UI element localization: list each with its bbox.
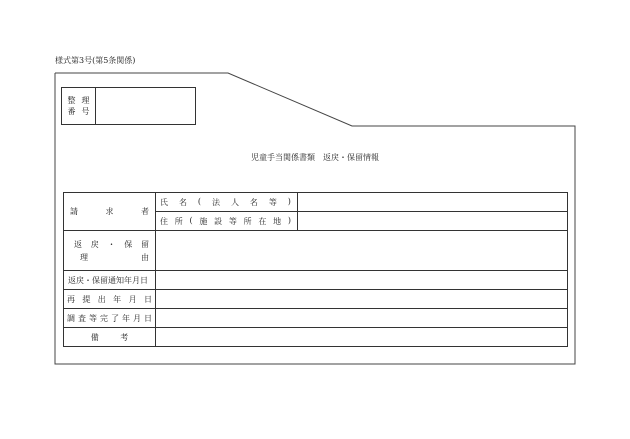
label-char: 理 [80, 252, 88, 262]
label-char: 所 [243, 216, 252, 226]
reason-label-line2 [64, 251, 155, 264]
name-label [156, 197, 297, 208]
label-char: 調 [67, 313, 75, 323]
remarks-label-cell [64, 328, 156, 347]
label-char: 等 [268, 197, 277, 207]
return-hold-info-table [63, 192, 568, 347]
investigation-date-label-cell [64, 309, 156, 328]
label-char: 提 [82, 294, 91, 304]
investigation-date-label [64, 313, 155, 324]
reference-number-field[interactable] [96, 88, 195, 124]
address-label [156, 216, 297, 227]
label-char: 保 [124, 239, 133, 249]
name-label-cell [156, 193, 298, 212]
label-char: 再 [67, 294, 75, 304]
document-title: 児童手当関係書類 返戻・保留情報 [251, 153, 379, 162]
label-char: 氏 [160, 197, 168, 207]
reason-field[interactable] [156, 231, 568, 271]
label-char: 法 [211, 197, 220, 207]
table-row-remarks [64, 328, 568, 347]
label-char: 請 [70, 207, 78, 216]
resubmission-date-label-cell [64, 290, 156, 309]
table-row-notice-date [64, 271, 568, 290]
resubmission-date-field[interactable] [156, 290, 568, 309]
reference-number-label-line1: 整理 [67, 96, 96, 105]
applicant-label [64, 206, 155, 217]
remarks-label [64, 332, 155, 343]
label-char: ) [287, 196, 291, 206]
label-char: 名 [249, 197, 258, 207]
reason-label-cell [64, 231, 156, 271]
table-row-investigation-date [64, 309, 568, 328]
table-row-name [64, 193, 568, 212]
address-field[interactable] [298, 212, 568, 231]
label-char: 年 [113, 294, 122, 304]
label-char: 考 [120, 332, 129, 342]
label-char: 名 [178, 197, 187, 207]
label-char: 年 [122, 313, 130, 323]
label-char: 日 [144, 313, 152, 323]
label-char: 施 [199, 216, 208, 226]
label-char: ( [197, 196, 202, 206]
label-char: 地 [273, 216, 282, 226]
label-char: 査 [78, 313, 86, 323]
label-char: 返 [74, 239, 82, 249]
label-char: 月 [133, 313, 141, 323]
remarks-field[interactable] [156, 328, 568, 347]
label-char: 月 [128, 294, 137, 304]
address-label-cell [156, 212, 298, 231]
notice-date-label: 返戻・保留通知年月日 [68, 275, 148, 285]
reference-number-label [62, 88, 96, 124]
reason-label-line1 [64, 238, 155, 251]
label-char: 留 [141, 239, 149, 249]
label-char: 所 [174, 216, 183, 226]
label-char: ( [189, 215, 193, 225]
label-char: 等 [228, 216, 237, 226]
label-char: 出 [97, 294, 106, 304]
resubmission-date-label [64, 294, 155, 305]
investigation-date-field[interactable] [156, 309, 568, 328]
label-char: 求 [105, 207, 114, 216]
label-char: 在 [258, 216, 267, 226]
form-number-label: 様式第3号(第5条関係) [55, 56, 136, 65]
label-char: ・ [107, 239, 116, 249]
table-row-resubmission-date [64, 290, 568, 309]
label-char: 了 [111, 313, 119, 323]
label-char: 人 [230, 197, 239, 207]
label-char: ) [287, 215, 291, 225]
notice-date-field[interactable] [156, 271, 568, 290]
label-char: 備 [90, 332, 99, 342]
label-char: 戻 [90, 239, 99, 249]
label-char: 設 [214, 216, 223, 226]
notice-date-label-cell [64, 271, 156, 290]
applicant-label-cell [64, 193, 156, 231]
reference-number-box [61, 87, 196, 125]
label-char: 者 [141, 207, 149, 216]
name-field[interactable] [298, 193, 568, 212]
label-char: 等 [89, 313, 97, 323]
label-char: 住 [160, 216, 168, 226]
label-char: 完 [100, 313, 108, 323]
table-row-reason [64, 231, 568, 271]
label-char: 由 [141, 252, 149, 262]
reference-number-label-line2: 番号 [67, 107, 96, 116]
label-char: 日 [143, 294, 152, 304]
